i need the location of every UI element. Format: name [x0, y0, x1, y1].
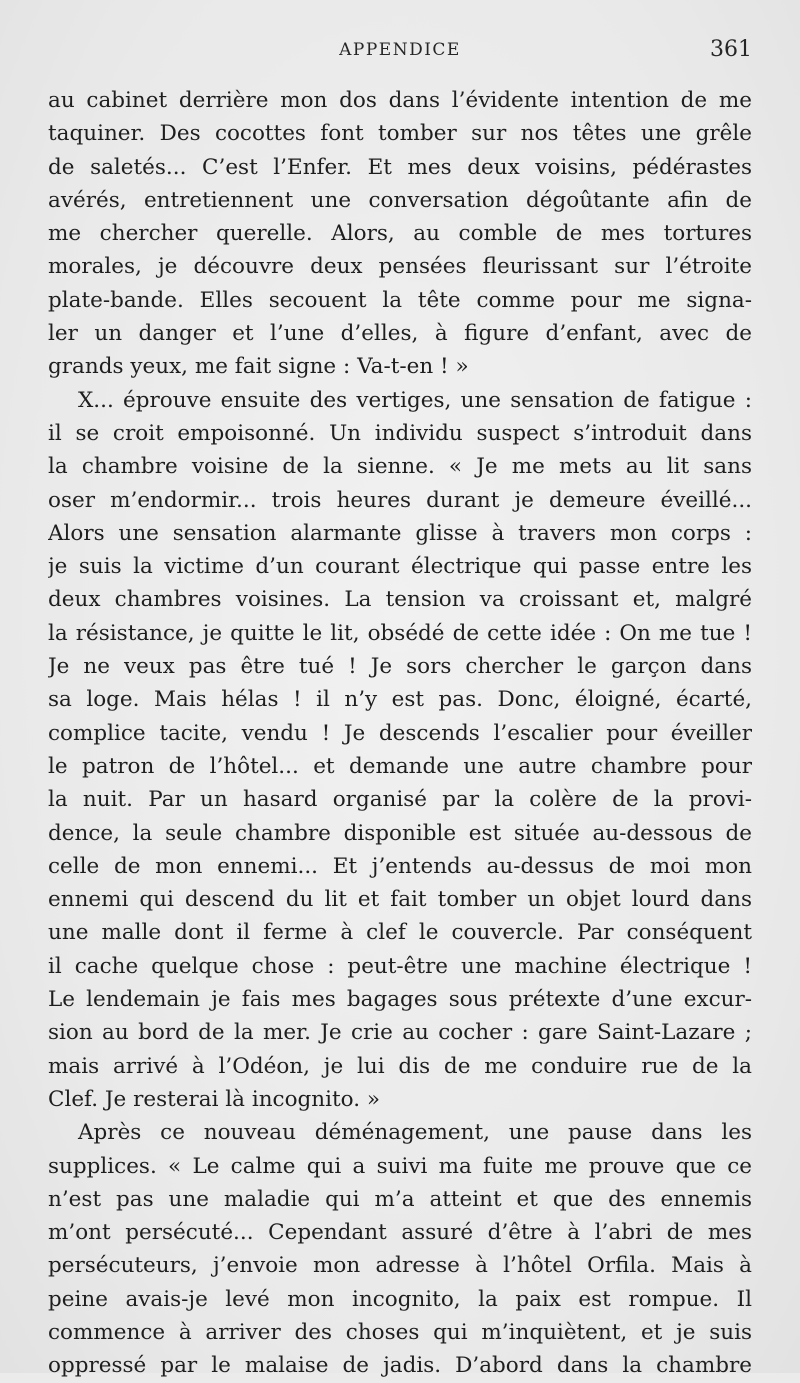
text-line: la résistance, je quitte le lit, obsédé de cette idée : On me tue !: [48, 620, 752, 646]
text-line: commence à arriver des choses qui m’inquiètent, et je suis: [48, 1319, 752, 1345]
text-line: Alors une sensation alarmante glisse à travers mon corps :: [48, 520, 752, 546]
text-line: Le lendemain je fais mes bagages sous prétexte d’une excur-: [48, 987, 752, 1013]
text-line: X... éprouve ensuite des vertiges, une sensation de fatigue :: [78, 387, 752, 413]
text-line: supplices. « Le calme qui a suivi ma fuite me prouve que ce: [48, 1153, 752, 1179]
text-line: oppressé par le malaise de jadis. D’abord dans la chambre: [48, 1353, 752, 1379]
text-line: mais arrivé à l’Odéon, je lui dis de me conduire rue de la: [48, 1053, 752, 1079]
text-line: celle de mon ennemi... Et j’entends au-dessus de moi mon: [48, 853, 752, 879]
text-line: sion au bord de la mer. Je crie au cocher : gare Saint-Lazare ;: [48, 1020, 752, 1046]
text-line: deux chambres voisines. La tension va croissant et, malgré: [48, 587, 752, 613]
text-line: une malle dont il ferme à clef le couvercle. Par conséquent: [48, 920, 752, 946]
page-number: 361: [710, 37, 752, 62]
text-line: peine avais-je levé mon incognito, la paix est rompue. Il: [48, 1286, 752, 1312]
text-line: n’est pas une maladie qui m’a atteint et que des ennemis: [48, 1186, 752, 1212]
text-line: complice tacite, vendu ! Je descends l’escalier pour éveiller: [48, 720, 752, 746]
text-line: ennemi qui descend du lit et fait tomber un objet lourd dans: [48, 887, 752, 913]
text-line: la nuit. Par un hasard organisé par la colère de la provi-: [48, 787, 752, 813]
text-line: persécuteurs, j’envoie mon adresse à l’hôtel Orfila. Mais à: [48, 1253, 752, 1279]
running-title: APPENDICE: [339, 40, 461, 60]
text-line: oser m’endormir... trois heures durant je demeure éveillé...: [48, 487, 752, 513]
running-head: [0, 37, 800, 70]
text-line: plate-bande. Elles secouent la tête comme pour me signa-: [48, 287, 752, 313]
text-line: la chambre voisine de la sienne. « Je me mets au lit sans: [48, 454, 752, 480]
text-line: me chercher querelle. Alors, au comble de mes tortures: [48, 221, 752, 247]
text-line: grands yeux, me fait signe : Va-t-en ! »: [48, 354, 469, 380]
text-line: Je ne veux pas être tué ! Je sors chercher le garçon dans: [48, 654, 752, 680]
text-line: ler un danger et l’une d’elles, à figure d’enfant, avec de: [48, 321, 752, 347]
text-line: Clef. Je resterai là incognito. »: [48, 1086, 381, 1112]
text-line: dence, la seule chambre disponible est située au-dessous de: [48, 820, 752, 846]
text-line: au cabinet derrière mon dos dans l’évidente intention de me: [48, 88, 752, 113]
text-line: morales, je découvre deux pensées fleurissant sur l’étroite: [48, 254, 752, 280]
text-line: taquiner. Des cocottes font tomber sur nos têtes une grêle: [48, 121, 752, 147]
text-line: il cache quelque chose : peut-être une machine électrique !: [48, 953, 752, 979]
text-line: Après ce nouveau déménagement, une pause dans les: [78, 1120, 752, 1146]
text-line: je suis la victime d’un courant électrique qui passe entre les: [48, 554, 752, 580]
text-line: m’ont persécuté... Cependant assuré d’être à l’abri de mes: [48, 1220, 752, 1246]
text-line: avérés, entretiennent une conversation dégoûtante afin de: [48, 187, 752, 213]
body-text: [48, 84, 752, 1383]
text-line: le patron de l’hôtel... et demande une autre chambre pour: [48, 753, 752, 779]
text-line: de saletés... C’est l’Enfer. Et mes deux voisins, pédérastes: [48, 154, 752, 180]
text-line: sa loge. Mais hélas ! il n’y est pas. Donc, éloigné, écarté,: [48, 687, 752, 713]
text-line: il se croit empoisonné. Un individu suspect s’introduit dans: [48, 420, 752, 446]
